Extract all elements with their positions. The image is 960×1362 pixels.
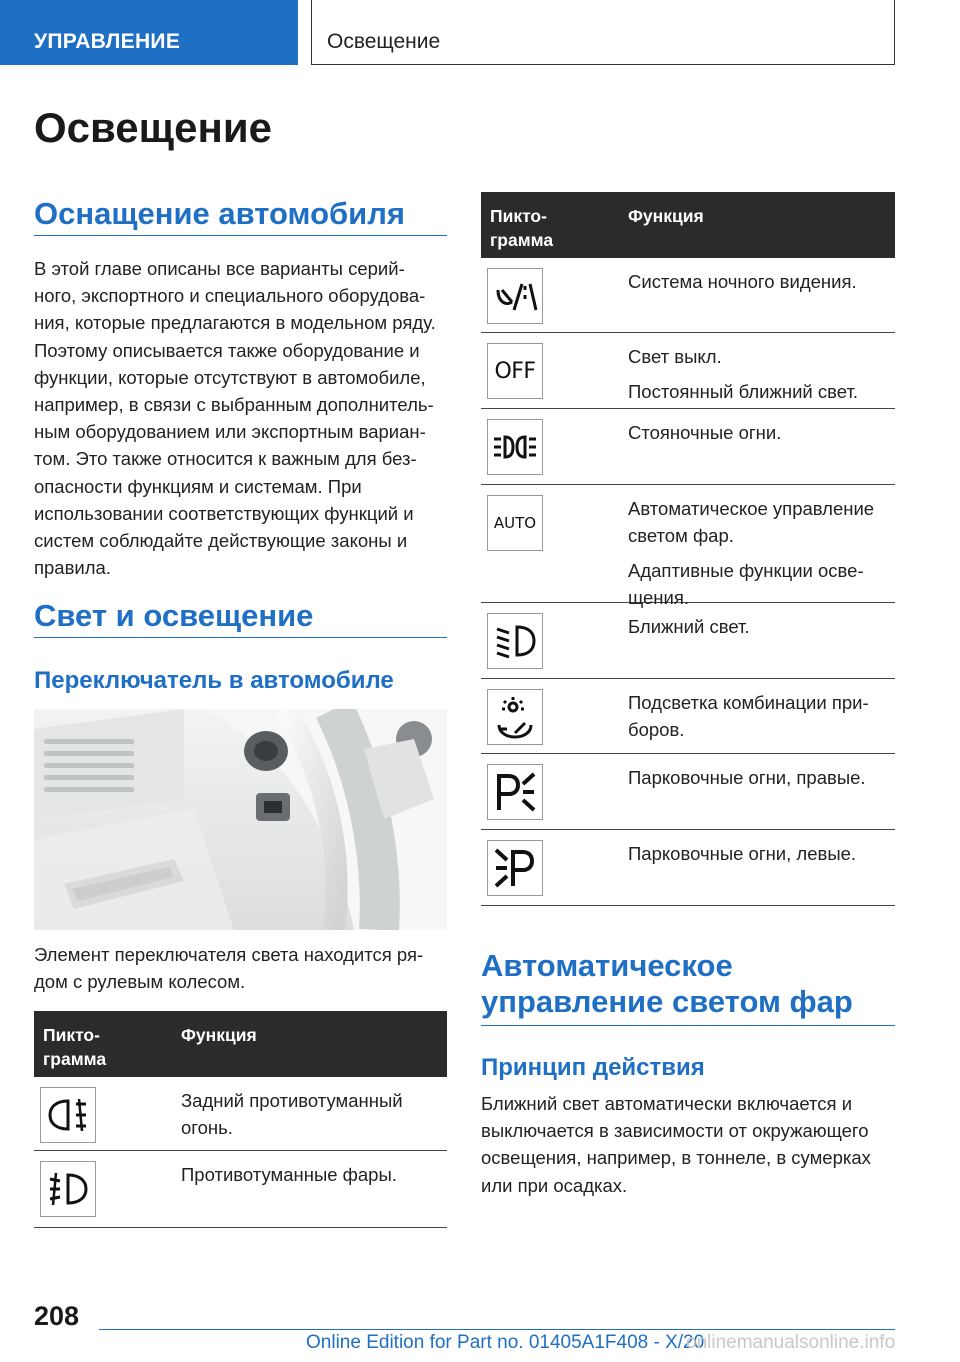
switch-heading: Переключатель в автомобиле — [34, 667, 394, 694]
table-row: Подсветка комбинации при- боров. — [481, 679, 895, 754]
dashboard-photo — [34, 709, 447, 930]
principle-text: Ближний свет автоматически включается и выключается в зависимости от окружающего освещения, например, в тоннеле, в сумерках или при осадках. — [481, 1093, 871, 1196]
table-header: Пикто- грамма Функция — [481, 192, 895, 258]
low-beam-icon — [487, 613, 543, 669]
page-title: Освещение — [34, 104, 272, 151]
table-row: Парковочные огни, правые. — [481, 754, 895, 830]
parking-lights-icon — [487, 419, 543, 475]
auto-headlights-rule — [481, 1025, 895, 1026]
table-row: Парковочные огни, левые. — [481, 830, 895, 906]
switch-caption: Элемент переключателя света находится ря- дом с рулевым колесом. — [34, 944, 424, 993]
front-fog-lights-icon — [40, 1161, 96, 1217]
section-header: УПРАВЛЕНИЕ — [0, 0, 298, 65]
off-icon: OFF — [487, 343, 543, 399]
topic-header: Освещение — [311, 0, 895, 65]
table-row: Система ночного видения. — [481, 258, 895, 333]
table-row: AUTO Автоматическое управление светом фар. Адаптивные функции осве- щения. — [481, 485, 895, 603]
equipment-heading: Оснащение автомобиля — [34, 196, 405, 231]
table-row: Ближний свет. — [481, 603, 895, 679]
equipment-rule — [34, 235, 447, 236]
pictogram-table-right — [481, 192, 895, 906]
table-row: OFF Свет выкл. Постоянный ближний свет. — [481, 333, 895, 409]
lighting-rule — [34, 637, 447, 638]
table-header: Пикто- грамма Функция — [34, 1011, 447, 1077]
table-row: Задний противотуманный огонь. — [34, 1077, 447, 1151]
principle-heading: Принцип действия — [481, 1054, 705, 1081]
edition-note: Online Edition for Part no. 01405A1F408 - X/20 — [306, 1332, 705, 1353]
table-row: Противотуманные фары. — [34, 1151, 447, 1228]
page-number: 208 — [34, 1301, 80, 1331]
site-watermark: onlinemanualsonline.info — [686, 1332, 896, 1353]
instrument-lighting-icon — [487, 689, 543, 745]
table-row: Стояночные огни. — [481, 409, 895, 485]
lighting-heading: Свет и освещение — [34, 598, 314, 633]
footer-rule — [99, 1329, 895, 1330]
equipment-text: В этой главе описаны все варианты серий- ного, экспортного и специального оборудова- ния, которые предлагаются в модельном ряду. Поэтому описывается также оборудование и функции, которые отсутствуют в автомобиле, например, в связи с выбранным дополнитель- ным оборудованием или экспортным вариан- том. Это также относится к важным для без- опасности функциям и системам. При использовании соответствующих функций и систем соблюдайте действующие законы и правила. — [34, 258, 436, 579]
rear-fog-light-icon — [40, 1087, 96, 1143]
parking-light-left-icon — [487, 840, 543, 896]
pictogram-table-left — [34, 1011, 447, 1228]
parking-light-right-icon — [487, 764, 543, 820]
auto-headlights-heading: Автоматическое управление светом фар — [481, 948, 853, 1019]
night-vision-icon — [487, 268, 543, 324]
auto-icon: AUTO — [487, 495, 543, 551]
